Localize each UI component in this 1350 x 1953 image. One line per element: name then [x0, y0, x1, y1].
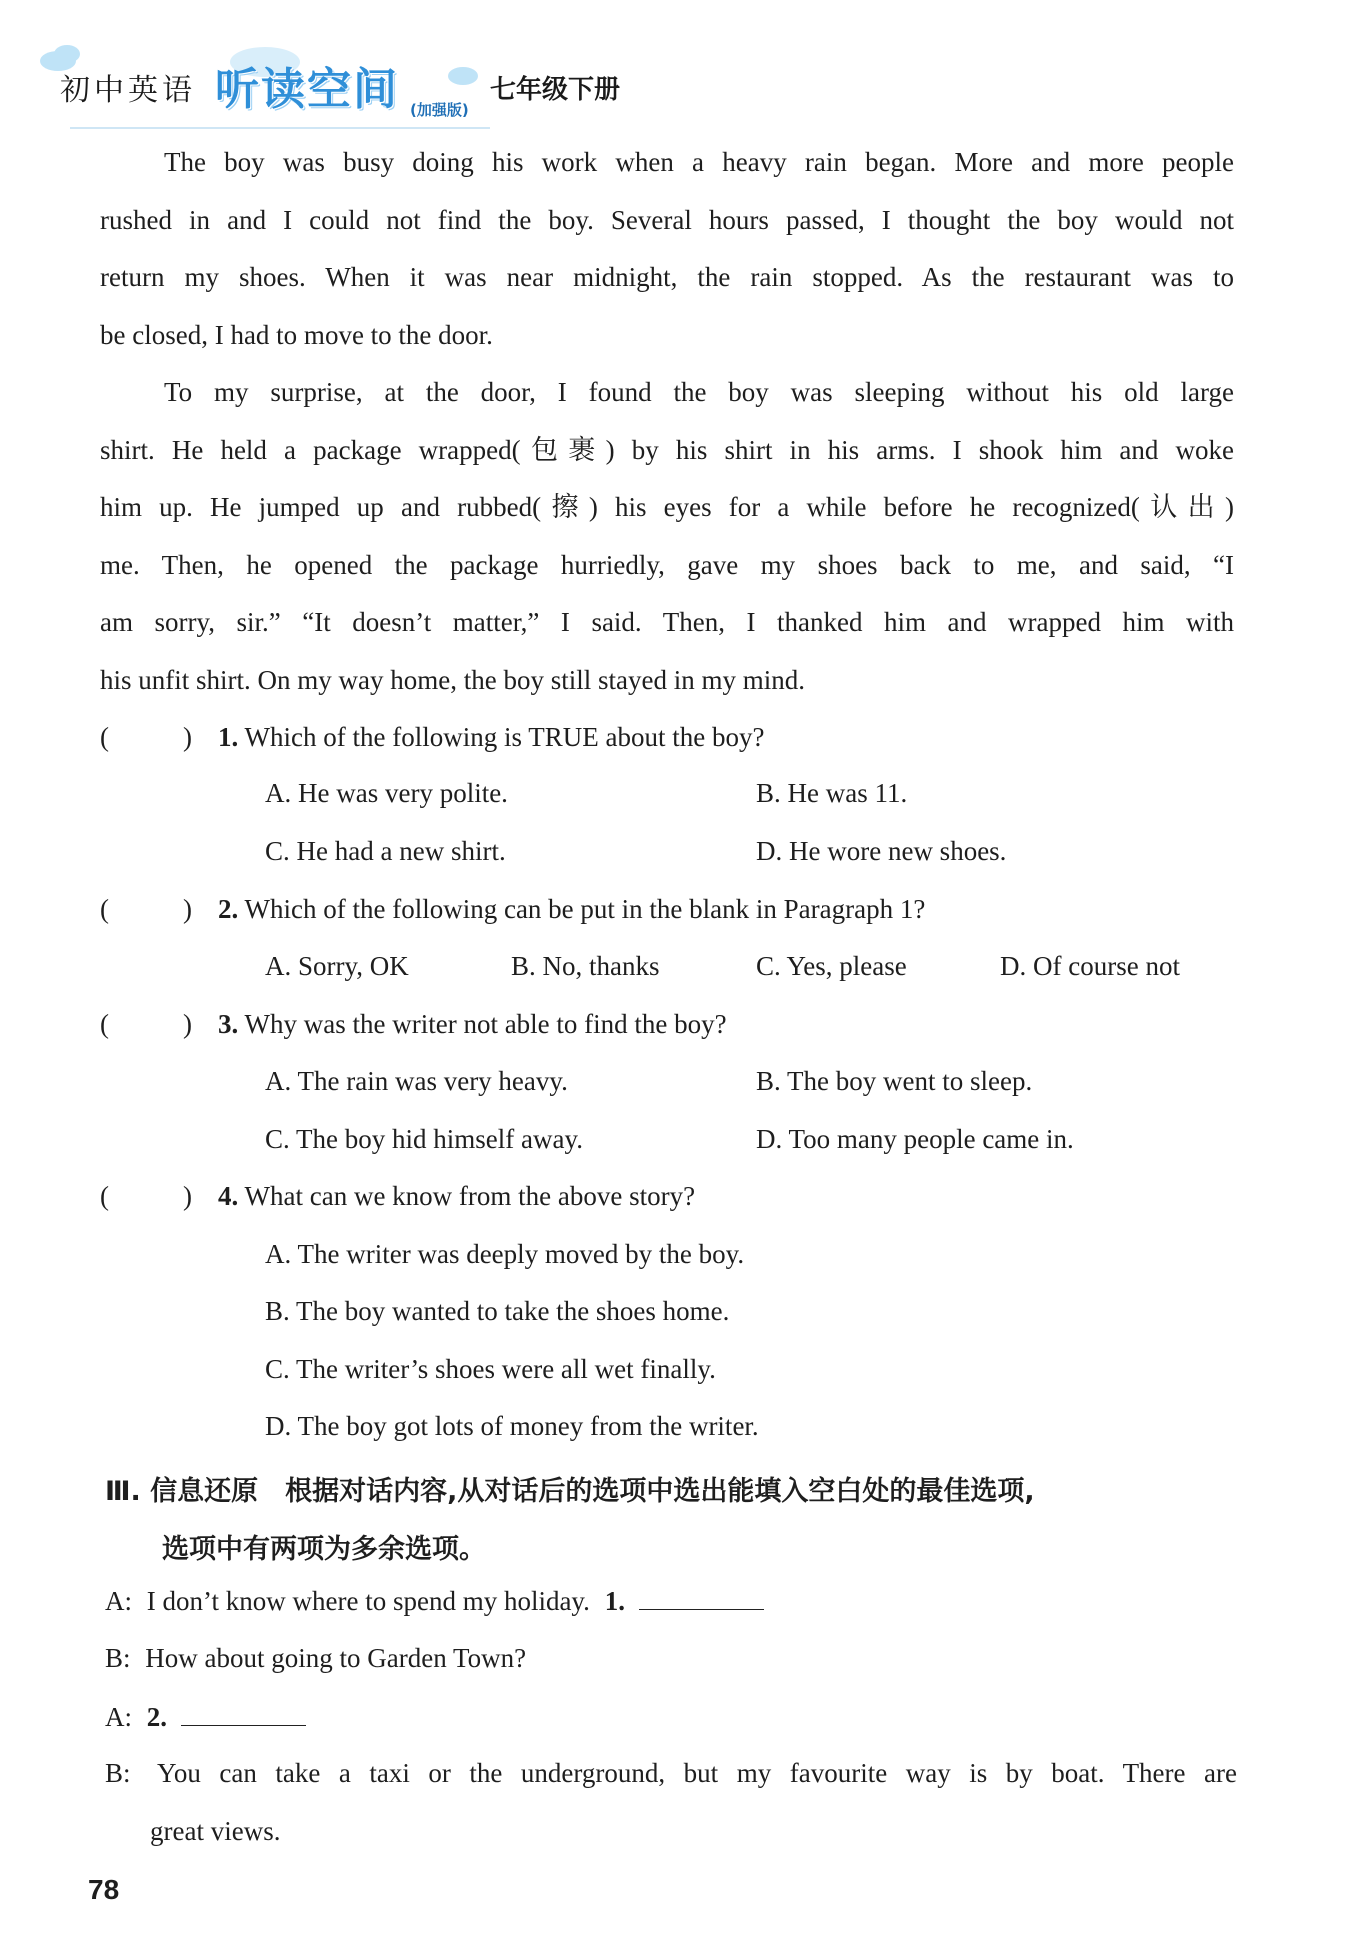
passage-line: shirt. He held a package wrapped(包裹) by his shirt in his arms. I shook him and woke: [100, 434, 1234, 465]
section-3-heading-cont: 选项中有两项为多余选项。: [162, 1534, 486, 1565]
cloud-decoration: [448, 67, 478, 85]
dialogue-text: great views.: [150, 1816, 281, 1846]
passage-line: be closed, I had to move to the door.: [100, 319, 493, 350]
dialogue-text: How about going to Garden Town?: [145, 1643, 527, 1673]
question-text: [218, 1009, 727, 1040]
answer-paren-close: ): [183, 1181, 192, 1211]
question-text: [218, 722, 764, 753]
dialogue-line-cont: [150, 1816, 280, 1847]
option-c: C. The writer’s shoes were all wet finally.: [265, 1354, 716, 1384]
passage-paragraph-2: [100, 364, 1234, 709]
answer-paren-open: (: [100, 1181, 109, 1211]
option-d: D. Of course not: [1000, 951, 1180, 981]
page-header: [40, 45, 680, 125]
option-c: C. The boy hid himself away.: [265, 1124, 583, 1154]
dialogue-line: [105, 1758, 1237, 1789]
question-text: [218, 894, 925, 925]
section-3-heading: Ⅲ. 信息还原 根据对话内容,从对话后的选项中选出能填入空白处的最佳选项,: [105, 1476, 1035, 1507]
dialogue-line: [105, 1643, 526, 1674]
question-stem: Which of the following can be put in the blank in Paragraph 1?: [244, 894, 926, 924]
option-b: B. The boy wanted to take the shoes home.: [265, 1296, 730, 1326]
passage-line: return my shoes. When it was near midnight, the rain stopped. As the restaurant was to: [100, 262, 1234, 292]
option-b: B. The boy went to sleep.: [756, 1066, 1033, 1096]
passage-line: To my surprise, at the door, I found the boy was sleeping without his old large: [164, 377, 1234, 407]
option-c: C. He had a new shirt.: [265, 836, 506, 866]
question-stem: Which of the following is TRUE about the boy?: [244, 722, 765, 752]
answer-paren-open: (: [100, 894, 109, 924]
speaker-label: A:: [105, 1702, 132, 1732]
answer-paren-close: ): [183, 894, 192, 924]
passage-line: am sorry, sir.” “It doesn’t matter,” I said. Then, I thanked him and wrapped him with: [100, 607, 1234, 637]
answer-blank[interactable]: [639, 1585, 764, 1610]
cloud-decoration: [54, 45, 80, 63]
dialogue-line: [105, 1701, 306, 1733]
passage-line: him up. He jumped up and rubbed(擦) his eyes for a while before he recognized(认出): [100, 492, 1234, 522]
dialogue-text: You can take a taxi or the underground, but my favourite way is by boat. There are: [157, 1758, 1238, 1788]
option-b: B. No, thanks: [511, 951, 660, 981]
page-number: 78: [88, 1874, 120, 1905]
passage-line: his unfit shirt. On my way home, the boy still stayed in my mind.: [100, 664, 805, 695]
question-number: 2.: [218, 894, 239, 924]
question-stem: Why was the writer not able to find the boy?: [244, 1009, 727, 1039]
dialogue-text: I don’t know where to spend my holiday.: [146, 1586, 590, 1616]
option-d: D. He wore new shoes.: [756, 836, 1007, 866]
option-b: B. He was 11.: [756, 778, 908, 808]
speaker-label: B:: [105, 1758, 131, 1788]
option-c: C. Yes, please: [756, 951, 907, 981]
passage-line: rushed in and I could not find the boy. Several hours passed, I thought the boy would not: [100, 204, 1234, 235]
question-number: 4.: [218, 1181, 239, 1211]
option-a: A. He was very polite.: [265, 778, 508, 808]
question-number: 1.: [218, 722, 239, 752]
blank-number: 2.: [146, 1702, 167, 1732]
question-number: 3.: [218, 1009, 239, 1039]
answer-blank[interactable]: [181, 1701, 306, 1726]
answer-paren-close: ): [183, 1009, 192, 1039]
option-a: A. The writer was deeply moved by the boy.: [265, 1239, 745, 1269]
header-underline: [70, 127, 490, 129]
answer-paren-open: (: [100, 1009, 109, 1039]
option-a: A. Sorry, OK: [265, 951, 409, 981]
dialogue-line: [105, 1585, 764, 1617]
answer-paren-close: ): [183, 722, 192, 752]
speaker-label: A:: [105, 1586, 132, 1616]
brand-logo: 听读空间: [215, 64, 399, 115]
series-title: 初中英语: [60, 73, 196, 108]
option-d: D. Too many people came in.: [756, 1124, 1074, 1154]
passage-line: me. Then, he opened the package hurriedly, gave my shoes back to me, and said, “I: [100, 549, 1234, 580]
question-text: [218, 1181, 695, 1212]
edition-label: (加强版): [410, 101, 469, 119]
grade-label: 七年级下册: [490, 75, 621, 105]
passage-line: The boy was busy doing his work when a heavy rain began. More and more people: [164, 147, 1234, 177]
passage-paragraph-1: [100, 134, 1234, 364]
speaker-label: B:: [105, 1643, 131, 1673]
question-stem: What can we know from the above story?: [244, 1181, 696, 1211]
option-d: D. The boy got lots of money from the writer.: [265, 1411, 759, 1441]
option-a: A. The rain was very heavy.: [265, 1066, 568, 1096]
blank-number: 1.: [604, 1586, 625, 1616]
answer-paren-open: (: [100, 722, 109, 752]
